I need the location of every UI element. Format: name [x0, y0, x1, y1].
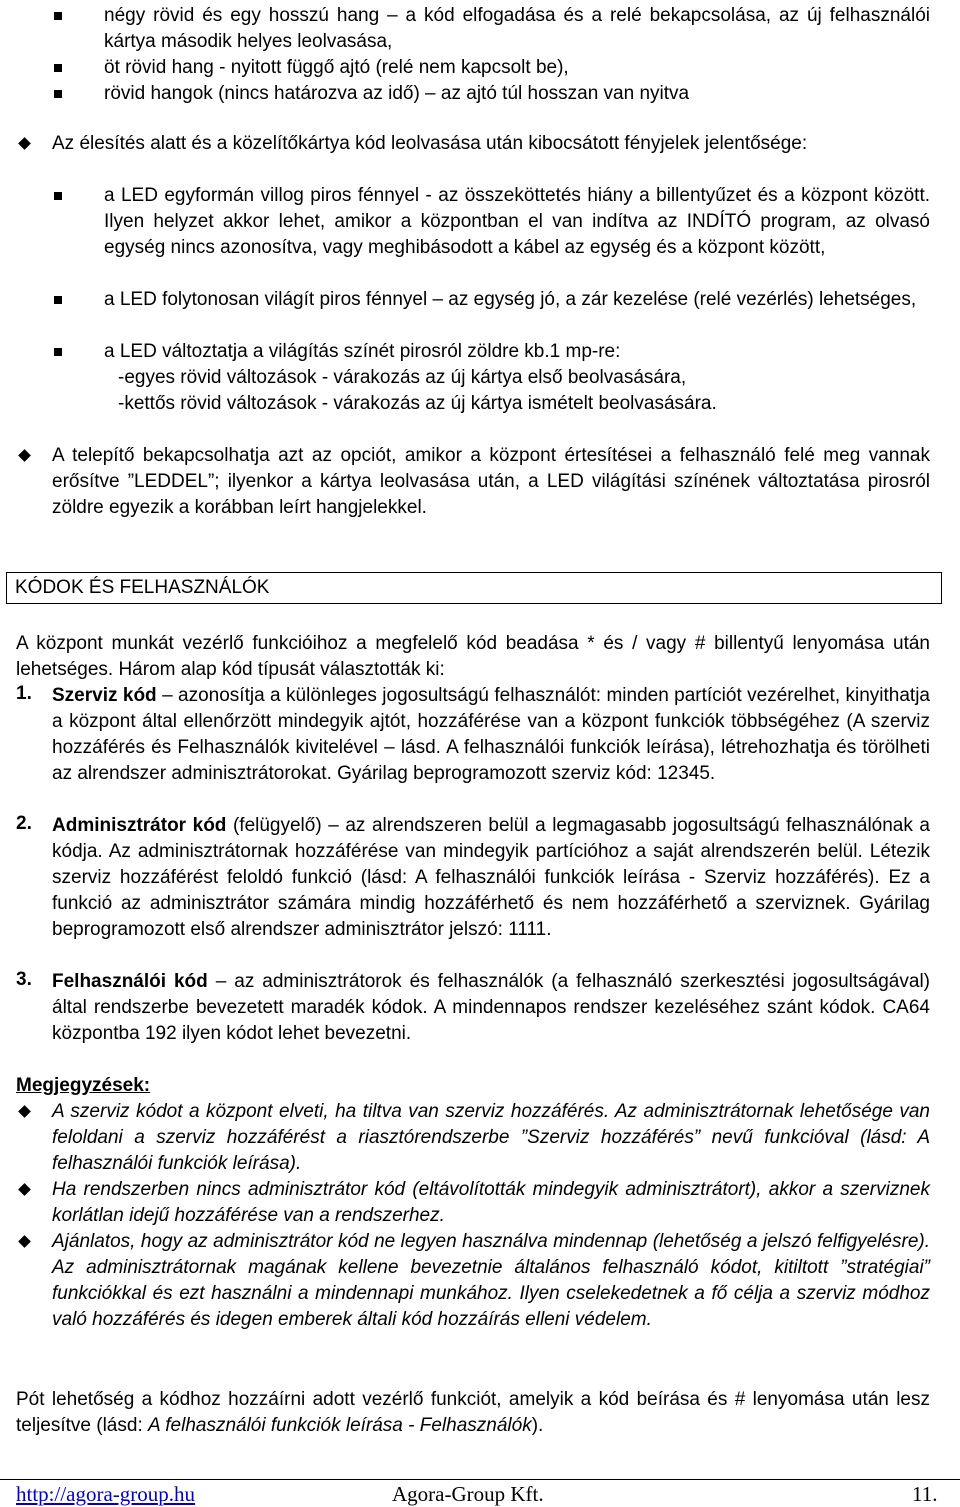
- installer-paragraph: A telepítő bekapcsolhatja azt az opciót, amikor a központ értesítései a felhasználó felé meg vannak erősítve ”LEDDEL”; ilyenkor a kártya leolvasása után, a LED világítási színének változtatása pirosról zöldre egyezik a korábban leírt hangjelekkel.: [52, 445, 930, 518]
- square-bullet-icon: [54, 296, 62, 304]
- square-bullet-icon: [54, 64, 62, 72]
- square-bullet-icon: [54, 90, 62, 98]
- notes-title: Megjegyzések:: [16, 1075, 151, 1096]
- square-bullet-icon: [54, 348, 62, 356]
- final-italic-ref: A felhasználói funkciók leírása - Felhasználók: [148, 1415, 532, 1436]
- footer-company: Agora-Group Kft.: [392, 1482, 544, 1506]
- diamond-bullet-icon: [18, 1105, 31, 1118]
- sub-item: -kettős rövid változások - várakozás az új kártya ismételt beolvasására.: [118, 393, 717, 414]
- list-item: a LED egyformán villog piros fénnyel - az összeköttetés hiány a billentyűzet és a központ között. Ilyen helyzet akkor lehet, amikor a központban el van indítva az INDÍTÓ program, az olvasó egység nincs azonosítva, vagy meghibásodott a kábel az egység és a központ között,: [104, 185, 930, 258]
- list-number: 3.: [16, 969, 32, 990]
- square-bullet-icon: [54, 192, 62, 200]
- list-item: a LED folytonosan világít piros fénnyel – az egység jó, a zár kezelése (relé vezérlés) lehetséges,: [104, 289, 917, 310]
- footer-divider: [0, 1479, 960, 1480]
- diamond-bullet-icon: [18, 1183, 31, 1196]
- diamond-bullet-icon: [18, 449, 31, 462]
- note-item: A szerviz kódot a központ elveti, ha tiltva van szerviz hozzáférés. Az adminisztrátornak lehetősége van feloldani a szerviz hozzáférést a riasztórendszerbe ”Szerviz hozzáférés” nevű funkcióval (lásd: A felhasználói funkciók leírása).: [52, 1101, 930, 1174]
- code-desc: – azonosítja a különleges jogosultságú felhasználót: minden partíciót vezérelhet, kinyithatja a központ által ellenőrzött mindegyik ajtót, hozzáférése van a központ funkciók többségéhez (A szerviz hozzáférés és Felhasználók kivitelével – lásd. A felhasználói funkciók leírása), létrehozhatja és törölheti az alrendszer adminisztrátorokat. Gyárilag beprogramozott szerviz kód: 12345.: [52, 685, 930, 784]
- code-desc: – az adminisztrátorok és felhasználók (a felhasználó szerkesztési jogosultságával) által rendszerbe bevezetett maradék kódok. A mindennapos rendszer kezeléséhez szánt kódok. CA64 központba 192 ilyen kódot lehet bevezetni.: [52, 971, 930, 1044]
- final-end: ).: [531, 1415, 544, 1436]
- code-desc: (felügyelő) – az alrendszeren belül a legmagasabb jogosultságú felhasználónak a kódja. Az adminisztrátornak hozzáférése van mindegyik partícióhoz a saját alrendszerén belül. Létezik szerviz hozzáférést feloldó funkció (lásd: A felhasználói funkciók leírása - Szerviz hozzáférés). Ez a funkció az adminisztrátor számára mindig hozzáférhető és nem hozzáférhető a szerviznek. Gyárilag beprogramozott első alrendszer adminisztrátor jelszó: 1111.: [52, 815, 930, 940]
- note-item: Ajánlatos, hogy az adminisztrátor kód ne legyen használva mindennap (lehetőség a jelszó felfigyelésre). Az adminisztrátornak magának kellene bevezetnie általános felhasználó kódot, kitiltott ”stratégiai” funkciókkal és ezt használni a mindennapi munkához. Ilyen cselekedetnek a fő célja a szerviz módhoz való hozzáférés és idegen emberek általi kód hozzáírás elleni védelem.: [52, 1231, 930, 1330]
- note-item: Ha rendszerben nincs adminisztrátor kód (eltávolították mindegyik adminisztrátort), akkor a szerviznek korlátlan idejű hozzáférése van a rendszerhez.: [52, 1179, 930, 1226]
- code-name: Adminisztrátor kód: [52, 815, 227, 836]
- list-item: rövid hangok (nincs határozva az idő) – az ajtó túl hosszan van nyitva: [104, 83, 690, 104]
- section-heading: KÓDOK ÉS FELHASZNÁLÓK: [15, 577, 270, 598]
- sub-item: -egyes rövid változások - várakozás az új kártya első beolvasására,: [118, 367, 687, 388]
- code-item-user: [52, 969, 930, 1047]
- led-intro: Az élesítés alatt és a közelítőkártya kód leolvasása után kibocsátott fényjelek jelentősége:: [52, 133, 808, 154]
- final-text: Pót lehetőség a kódhoz hozzáírni adott vezérlő funkciót, amelyik a kód beírása és # lenyomása után lesz teljesítve (lásd:: [16, 1389, 930, 1436]
- section-heading-box: [6, 572, 942, 604]
- codes-intro: A központ munkát vezérlő funkcióihoz a megfelelő kód beadása * és / vagy # billentyű lenyomása után lehetséges. Három alap kód típusát választották ki:: [16, 633, 930, 680]
- diamond-bullet-icon: [18, 137, 31, 150]
- list-item: öt rövid hang - nyitott függő ajtó (relé nem kapcsolt be),: [104, 57, 569, 78]
- list-item: a LED változtatja a világítás színét pirosról zöldre kb.1 mp-re:: [104, 341, 621, 362]
- code-item-service: [52, 683, 930, 787]
- footer-page-number: 11.: [912, 1482, 938, 1506]
- final-paragraph: [16, 1387, 930, 1439]
- list-number: 1.: [16, 683, 32, 704]
- code-name: Szerviz kód: [52, 685, 157, 706]
- code-item-admin: [52, 813, 930, 943]
- list-number: 2.: [16, 813, 32, 834]
- code-name: Felhasználói kód: [52, 971, 208, 992]
- square-bullet-icon: [54, 12, 62, 20]
- footer-website-link[interactable]: http://agora-group.hu: [16, 1482, 196, 1506]
- list-item: négy rövid és egy hosszú hang – a kód elfogadása és a relé bekapcsolása, az új felhasználói kártya második helyes leolvasása,: [104, 5, 930, 52]
- diamond-bullet-icon: [18, 1235, 31, 1248]
